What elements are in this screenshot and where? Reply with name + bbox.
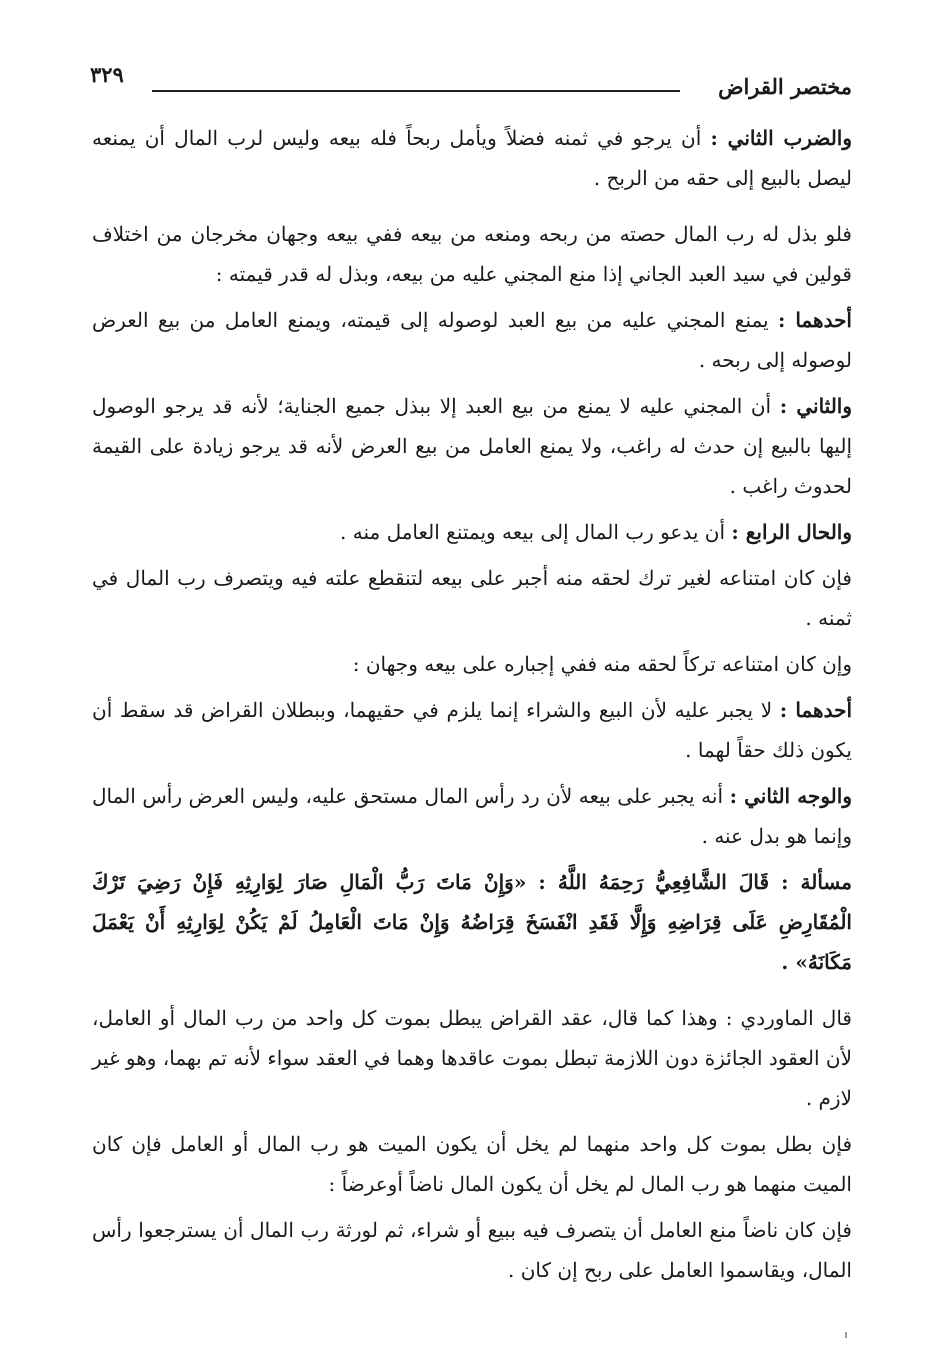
page-number: ٣٢٩ bbox=[90, 62, 124, 87]
paragraph bbox=[92, 690, 852, 770]
paragraph bbox=[92, 998, 852, 1118]
paragraph bbox=[92, 776, 852, 856]
paragraph-text: فإن بطل بموت كل واحد منهما لم يخل أن يكون الميت هو رب المال أو العامل فإن كان الميت منهما هو رب المال لم يخل أن يكون المال ناضاً أوعرضاً : bbox=[92, 1132, 852, 1196]
paragraph-text: فإن كان ناضاً منع العامل أن يتصرف فيه ببيع أو شراء، ثم لورثة رب المال أن يسترجعوا رأس المال، ويقاسموا العامل على ربح إن كان . bbox=[92, 1218, 852, 1282]
paragraph-lead: أحدهما : bbox=[779, 698, 853, 722]
paragraph bbox=[92, 386, 852, 506]
paragraph-lead: والوجه الثاني : bbox=[729, 784, 852, 808]
quoted-text: «وَإِنْ مَاتَ رَبُّ الْمَالِ صَارَ لِوَارِثِهِ فَإِنْ رَضِيَ تَرْكَ الْمُقَارِضِ عَلَى قِرَاضِهِ وَإِلَّا فَقَدِ انْفَسَخَ قِرَاضُهُ وَإِنْ مَاتَ الْعَامِلُ لَمْ يَكُنْ لِوَارِثِهِ أَنْ يَعْمَلَ مَكَانَهُ» . bbox=[92, 870, 852, 974]
paragraph bbox=[92, 644, 852, 684]
paragraph-lead: أحدهما : bbox=[778, 308, 852, 332]
paragraph-text: أن المجني عليه لا يمنع من بيع العبد إلا ببذل جميع الجناية؛ لأنه قد يرجو الوصول إليها بالبيع إن حدث له راغب، ولا يمنع العامل من بيع العرض لأنه قد يرجو زيادة على القيمة لحدوث راغب . bbox=[92, 394, 852, 498]
paragraph bbox=[92, 118, 852, 198]
paragraph-lead: والحال الرابع : bbox=[731, 520, 852, 544]
paragraph bbox=[92, 1124, 852, 1204]
paragraph-text: أن يدعو رب المال إلى بيعه ويمتنع العامل منه . bbox=[340, 520, 732, 544]
paragraph bbox=[92, 1210, 852, 1290]
paragraph-text: يمنع المجني عليه من بيع العبد لوصوله إلى قيمته، ويمنع العامل من بيع العرض لوصوله إلى ربحه . bbox=[92, 308, 852, 372]
page-header bbox=[90, 60, 852, 110]
paragraph bbox=[92, 512, 852, 552]
paragraph bbox=[92, 214, 852, 294]
page-body bbox=[92, 118, 852, 1296]
paragraph-text: أنه يجبر على بيعه لأن رد رأس المال مستحق عليه، وليس العرض رأس المال وإنما هو بدل عنه . bbox=[92, 784, 852, 848]
paragraph-text: لا يجبر عليه لأن البيع والشراء إنما يلزم في حقيهما، وببطلان القراض قد سقط أن يكون ذلك حقاً لهما . bbox=[92, 698, 852, 762]
paragraph bbox=[92, 300, 852, 380]
paragraph bbox=[92, 558, 852, 638]
paragraph-text: وإن كان امتناعه تركاً لحقه منه ففي إجباره على بيعه وجهان : bbox=[352, 652, 852, 676]
paragraph-text: أن يرجو في ثمنه فضلاً ويأمل ربحاً فله بيعه وليس لرب المال أن يمنعه ليصل بالبيع إلى حقه من الربح . bbox=[92, 126, 852, 190]
paragraph-text: فإن كان امتناعه لغير ترك لحقه منه أجبر على بيعه لتنقطع علته فيه ويتصرف رب المال في ثمنه . bbox=[92, 566, 852, 630]
paragraph-lead: والضرب الثاني : bbox=[710, 126, 852, 150]
issue-heading: مسألة : قَالَ الشَّافِعِيُّ رَحِمَهُ اللَّهُ : bbox=[538, 870, 852, 894]
header-rule bbox=[152, 90, 680, 92]
paragraph-text: فلو بذل له رب المال حصته من ربحه ومنعه من بيعه ففي بيعه وجهان مخرجان من اختلاف قولين في سيد العبد الجاني إذا منع المجني عليه من بيعه، وبذل له قدر قيمته : bbox=[92, 222, 852, 286]
scan-mark bbox=[845, 1332, 847, 1338]
running-title: مختصر القراض bbox=[718, 74, 852, 99]
paragraph bbox=[92, 862, 852, 982]
paragraph-text: قال الماوردي : وهذا كما قال، عقد القراض يبطل بموت كل واحد من رب المال أو العامل، لأن العقود الجائزة دون اللازمة تبطل بموت عاقدها وهما في العقد سواء لأنه تم بهما، وهو غير لازم . bbox=[92, 1006, 852, 1110]
paragraph-lead: والثاني : bbox=[779, 394, 853, 418]
